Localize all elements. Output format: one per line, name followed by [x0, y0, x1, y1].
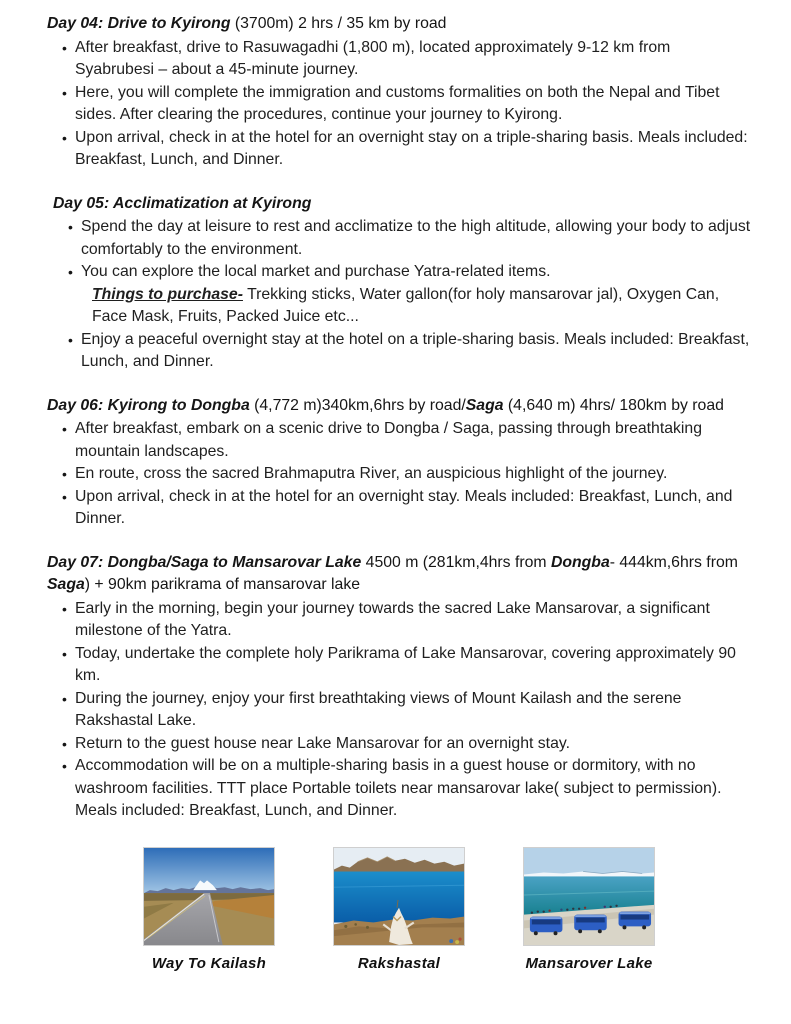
bullet-item — [47, 486, 751, 531]
bullet-icon: • — [62, 39, 67, 56]
bullet-text — [75, 127, 751, 172]
text-segment: After breakfast, embark on a scenic drive to Dongba / Saga, passing through breathtaking mountain landscapes. — [75, 420, 702, 460]
bullet-icon: • — [62, 758, 67, 774]
text-segment: Upon arrival, check in at the hotel for an overnight stay on a triple-sharing basis. Meals included: Breakfast, Lunch, and Dinner. — [75, 128, 748, 168]
kailash-road-image — [144, 848, 274, 945]
bullet-item — [47, 598, 751, 643]
text-segment: ) + 90km parikrama of mansarovar lake — [84, 576, 361, 593]
bullet-item — [53, 329, 751, 374]
text-segment: - 444km,6hrs from — [609, 553, 738, 571]
day-heading — [53, 193, 751, 216]
bullet-text — [81, 329, 751, 374]
bullet-text — [75, 418, 751, 463]
itinerary-sections — [47, 13, 751, 823]
text-segment: Today, undertake the complete holy Parikrama of Lake Mansarovar, covering approximately 90 km. — [75, 644, 736, 684]
photo-caption: Mansarover Lake — [525, 954, 653, 972]
bullet-text — [75, 82, 751, 127]
text-segment: (3700m) 2 hrs / 35 km by road — [230, 15, 447, 32]
bullet-icon: • — [62, 421, 67, 437]
bullet-item — [53, 216, 751, 261]
photo-figure — [333, 847, 465, 972]
text-segment: (4,772 m)340km,6hrs by road/ — [249, 396, 466, 414]
bullet-icon: • — [68, 331, 73, 348]
text-segment: Trekking sticks, Water gallon(for holy mansarovar jal), Oxygen Can, Face Mask, Fruits, Packed Juice etc... — [92, 285, 720, 325]
text-segment: Here, you will complete the immigration and customs formalities on both the Nepal and Tibet sides. After clearing the procedures, continue your journey to Kyirong. — [75, 83, 720, 123]
photo-figure — [523, 847, 655, 972]
text-segment: Return to the guest house near Lake Mansarovar for an overnight stay. — [75, 734, 570, 752]
emphasized-text: Day 06: Kyirong to Dongba — [47, 396, 250, 414]
bullet-icon: • — [62, 600, 67, 617]
bullet-icon: • — [62, 645, 67, 662]
text-segment: 4500 m (281km,4hrs from — [361, 553, 551, 571]
bullet-text — [75, 463, 751, 486]
bullet-icon: • — [68, 264, 73, 280]
emphasized-text: Things to purchase- — [92, 285, 243, 303]
photo-caption: Way To Kailash — [151, 954, 267, 972]
bullet-icon: • — [68, 219, 73, 235]
kailash-road-photo — [143, 847, 275, 946]
emphasized-text: Dongba — [550, 553, 610, 571]
bullet-item — [47, 755, 751, 823]
text-segment: During the journey, enjoy your first breathtaking views of Mount Kailash and the serene Rakshastal Lake. — [75, 689, 682, 729]
emphasized-text: Day 07: Dongba/Saga to Mansarovar Lake — [47, 553, 362, 571]
bullet-text — [75, 486, 751, 531]
bullet-text — [81, 216, 751, 261]
bullet-list — [47, 37, 751, 172]
emphasized-text: Saga — [465, 396, 504, 414]
bullet-item — [47, 643, 751, 688]
bullet-text — [81, 261, 751, 329]
sub-note — [81, 284, 751, 329]
bullet-item — [47, 688, 751, 733]
text-segment: Accommodation will be on a multiple-sharing basis in a guest house or dormitory, with no washroom facilities. TTT place Portable toilets near mansarovar lake( subject to permission). Meals included: Breakfast, Lunch, and Dinner. — [75, 757, 722, 819]
bullet-item — [47, 82, 751, 127]
bullet-text — [75, 37, 751, 82]
emphasized-text: Saga — [47, 576, 85, 593]
text-segment: Enjoy a peaceful overnight stay at the hotel on a triple-sharing basis. Meals included: Breakfast, Lunch, and Dinner. — [81, 330, 750, 370]
bullet-text — [75, 755, 751, 823]
text-segment: After breakfast, drive to Rasuwagadhi (1,800 m), located approximately 9-12 km from Syabrubesi – about a 45-minute journey. — [75, 38, 671, 78]
text-segment: Spend the day at leisure to rest and acclimatize to the high altitude, allowing your body to adjust comfortably to the environment. — [81, 218, 751, 258]
bullet-list — [47, 418, 751, 531]
photo-figure — [143, 847, 275, 972]
bullet-icon: • — [62, 735, 67, 752]
bullet-text — [75, 733, 751, 756]
bullet-icon: • — [62, 84, 67, 101]
mansarovar-image — [524, 848, 654, 945]
bullet-item — [53, 261, 751, 329]
bullet-icon: • — [62, 466, 67, 482]
text-segment: You can explore the local market and purchase Yatra-related items. — [81, 263, 551, 280]
bullet-icon: • — [62, 129, 67, 146]
day-heading — [47, 13, 751, 36]
bullet-item — [47, 463, 751, 486]
text-segment: En route, cross the sacred Brahmaputra River, an auspicious highlight of the journey. — [75, 465, 668, 482]
bullet-item — [47, 37, 751, 82]
bullet-text — [75, 688, 751, 733]
emphasized-text: Day 05: Acclimatization at Kyirong — [53, 194, 312, 212]
day-section — [47, 552, 751, 823]
photo-caption: Rakshastal — [357, 954, 441, 972]
bullet-list — [47, 598, 751, 823]
bullet-item — [47, 418, 751, 463]
bullet-item — [47, 127, 751, 172]
emphasized-text: Day 04: Drive to Kyirong — [47, 15, 231, 32]
rakshastal-photo — [333, 847, 465, 946]
mansarovar-photo — [523, 847, 655, 946]
bullet-text — [75, 643, 751, 688]
day-heading — [47, 552, 751, 597]
rakshastal-image — [334, 848, 464, 945]
text-segment: (4,640 m) 4hrs/ 180km by road — [503, 396, 724, 414]
day-section — [47, 395, 751, 531]
bullet-text — [75, 598, 751, 643]
bullet-icon: • — [62, 488, 67, 505]
bullet-list — [53, 216, 751, 374]
day-section — [47, 193, 751, 374]
bullet-icon: • — [62, 690, 67, 707]
text-segment: Upon arrival, check in at the hotel for an overnight stay. Meals included: Breakfast, Lunch, and Dinner. — [75, 487, 733, 527]
day-section — [47, 13, 751, 172]
bullet-item — [47, 733, 751, 756]
day-heading — [47, 395, 751, 418]
text-segment: Early in the morning, begin your journey towards the sacred Lake Mansarovar, a significant milestone of the Yatra. — [75, 599, 710, 639]
photo-gallery — [47, 847, 751, 972]
